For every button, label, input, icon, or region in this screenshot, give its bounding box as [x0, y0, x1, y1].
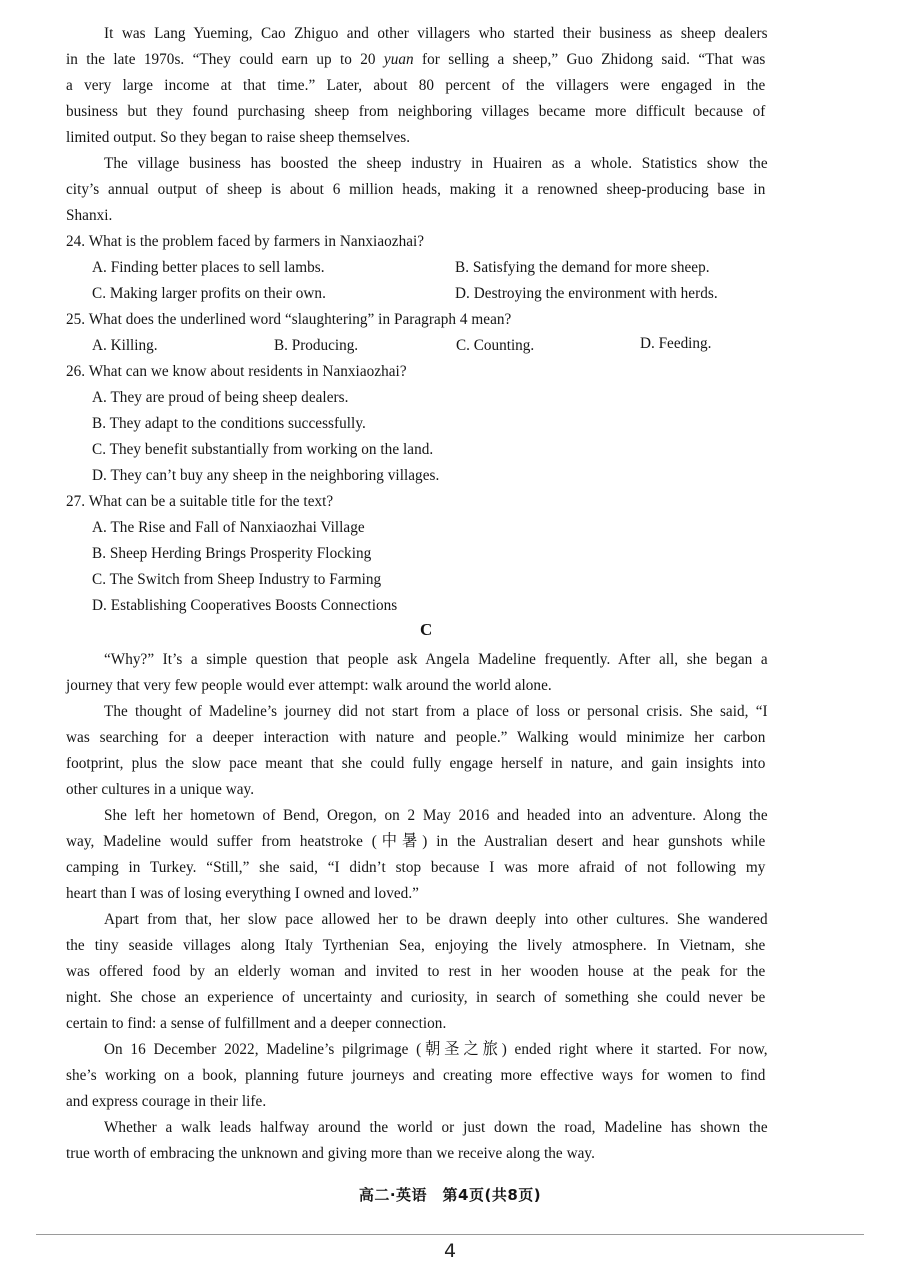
answer-option: B. They adapt to the conditions successfully. — [92, 414, 366, 432]
paragraph-line: “Why?” It’s a simple question that people ask Angela Madeline frequently. After all, she began a — [104, 650, 768, 668]
paragraph-line: night. She chose an experience of uncertainty and curiosity, in search of something she could never be — [66, 988, 766, 1006]
question-stem: 26. What can we know about residents in Nanxiaozhai? — [66, 362, 407, 380]
answer-option: B. Sheep Herding Brings Prosperity Flocking — [92, 544, 372, 562]
paragraph-line: She left her hometown of Bend, Oregon, on 2 May 2016 and headed into an adventure. Along the — [104, 806, 768, 824]
paragraph-line: Apart from that, her slow pace allowed her to be drawn deeply into other cultures. She wandered — [104, 910, 768, 928]
paragraph-line: a very large income at that time.” Later, about 80 percent of the villagers were engaged in the — [66, 76, 766, 94]
paragraph-line: and express courage in their life. — [66, 1092, 267, 1110]
text-span: for selling a sheep,” Guo Zhidong said. “That was — [413, 50, 766, 68]
paragraph-line: other cultures in a unique way. — [66, 780, 255, 798]
paragraph-line: was offered food by an elderly woman and invited to rest in her wooden house at the peak for the — [66, 962, 766, 980]
answer-option: C. The Switch from Sheep Industry to Farming — [92, 570, 382, 588]
question-stem: 24. What is the problem faced by farmers in Nanxiaozhai? — [66, 232, 425, 250]
paragraph-line: heart than I was of losing everything I owned and loved.” — [66, 884, 419, 902]
paragraph-line: The thought of Madeline’s journey did not start from a place of loss or personal crisis. She said, “I — [104, 702, 768, 720]
answer-option: B. Satisfying the demand for more sheep. — [455, 258, 710, 276]
paragraph-line: Whether a walk leads halfway around the world or just down the road, Madeline has shown the — [104, 1118, 768, 1136]
paragraph-line: way, Madeline would suffer from heatstroke (中暑) in the Australian desert and hear gunshots while — [66, 832, 766, 850]
paragraph-line: footprint, plus the slow pace meant that she could fully engage herself in nature, and gain insights into — [66, 754, 766, 772]
paragraph-line: certain to find: a sense of fulfillment and a deeper connection. — [66, 1014, 447, 1032]
paragraph-line: On 16 December 2022, Madeline’s pilgrimage (朝圣之旅) ended right where it started. For now, — [104, 1040, 768, 1058]
footer-page-info: 高二·英语 第4页(共8页) — [358, 1186, 542, 1204]
answer-option: D. Destroying the environment with herds. — [455, 284, 718, 302]
answer-option: C. Counting. — [456, 336, 535, 354]
footer-divider — [36, 1234, 864, 1235]
paragraph-line: the tiny seaside villages along Italy Tyrthenian Sea, enjoying the lively atmosphere. In Vietnam, she — [66, 936, 766, 954]
answer-option: C. Making larger profits on their own. — [92, 284, 326, 302]
paragraph-line: business but they found purchasing sheep from neighboring villages became more difficult because of — [66, 102, 766, 120]
answer-option: A. Finding better places to sell lambs. — [92, 258, 325, 276]
answer-option: B. Producing. — [274, 336, 359, 354]
paragraph-line: true worth of embracing the unknown and giving more than we receive along the way. — [66, 1144, 595, 1162]
paragraph-line: The village business has boosted the sheep industry in Huairen as a whole. Statistics show the — [104, 154, 768, 172]
answer-option: A. Killing. — [92, 336, 158, 354]
paragraph-line: It was Lang Yueming, Cao Zhiguo and other villagers who started their business as sheep dealers — [104, 24, 768, 42]
text-span: in the late 1970s. “They could earn up to 20 — [66, 50, 384, 68]
answer-option: A. They are proud of being sheep dealers. — [92, 388, 349, 406]
paragraph-line: camping in Turkey. “Still,” she said, “I didn’t stop because I was more afraid of not following my — [66, 858, 766, 876]
answer-option: D. Establishing Cooperatives Boosts Connections — [92, 596, 398, 614]
section-heading: C — [420, 620, 433, 639]
page-number: 4 — [443, 1240, 457, 1262]
question-stem: 25. What does the underlined word “slaughtering” in Paragraph 4 mean? — [66, 310, 512, 328]
paragraph-line: limited output. So they began to raise sheep themselves. — [66, 128, 411, 146]
paragraph-line: journey that very few people would ever attempt: walk around the world alone. — [66, 676, 552, 694]
answer-option: D. They can’t buy any sheep in the neighboring villages. — [92, 466, 440, 484]
answer-option: C. They benefit substantially from working on the land. — [92, 440, 434, 458]
answer-option: A. The Rise and Fall of Nanxiaozhai Village — [92, 518, 365, 536]
paragraph-line: was searching for a deeper interaction with nature and people.” Walking would minimize her carbon — [66, 728, 766, 746]
paragraph-line — [66, 46, 765, 72]
question-stem: 27. What can be a suitable title for the text? — [66, 492, 334, 510]
answer-option: D. Feeding. — [640, 334, 712, 352]
italic-word: yuan — [383, 50, 414, 68]
paragraph-line: Shanxi. — [66, 206, 113, 224]
paragraph-line: she’s working on a book, planning future journeys and creating more effective ways for women to find — [66, 1066, 766, 1084]
paragraph-line: city’s annual output of sheep is about 6 million heads, making it a renowned sheep-producing base in — [66, 180, 766, 198]
